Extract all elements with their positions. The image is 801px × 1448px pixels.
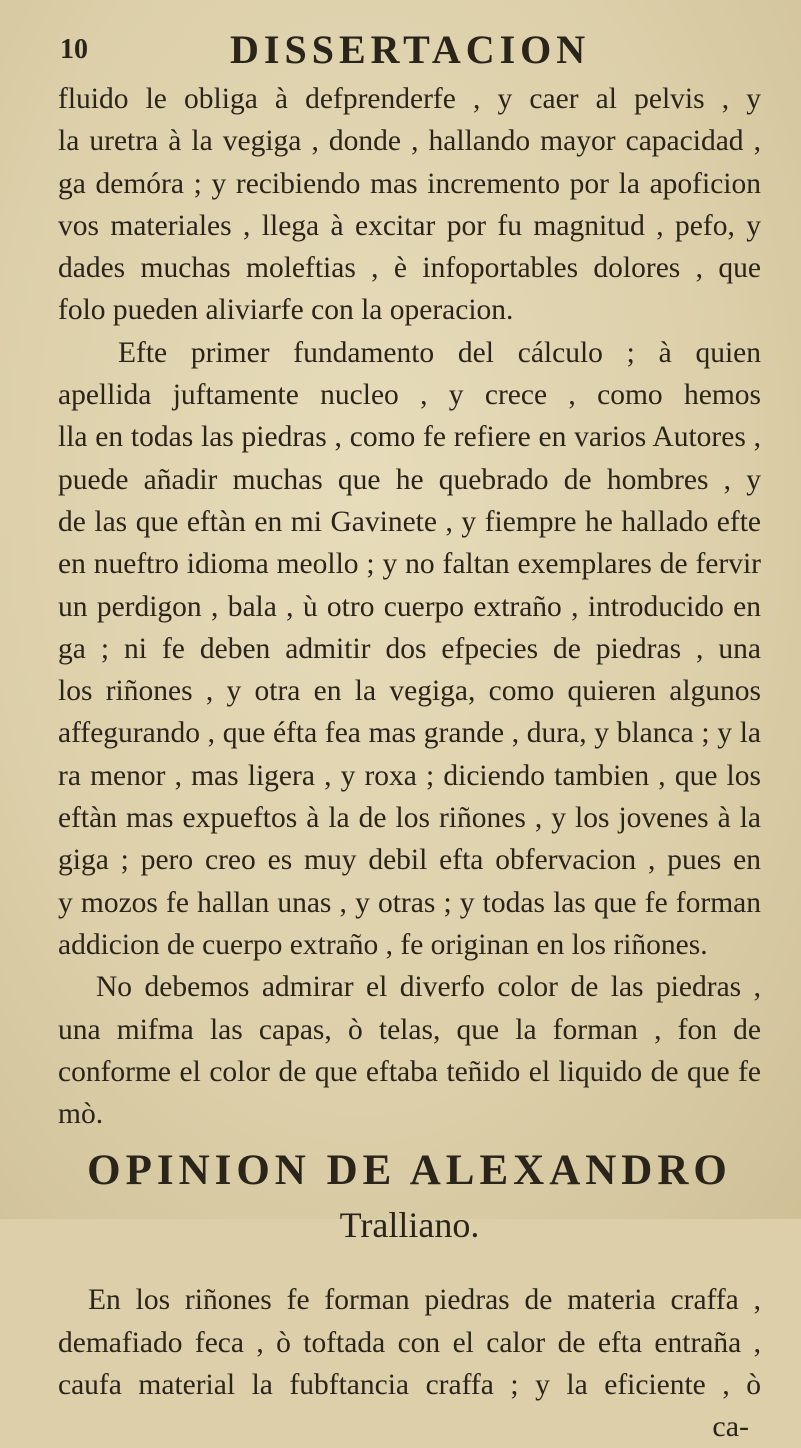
text-line: en nueftro idioma meollo ; y no faltan exemplares de fervir <box>58 548 761 581</box>
paragraph-2 <box>58 332 761 966</box>
text-line: un perdigon , bala , ù otro cuerpo extraño , introducido en <box>58 590 761 623</box>
text-line: No debemos admirar el diverfo color de las piedras , <box>96 971 761 1004</box>
text-line: puede añadir muchas que he quebrado de hombres , y <box>58 463 761 496</box>
text-line: y mozos fe hallan unas , y otras ; y todas las que fe forman <box>58 886 761 919</box>
text-line: ga demóra ; y recibiendo mas incremento por la apoficion <box>58 167 761 200</box>
text-line: de las que eftàn en mi Gavinete , y fiempre he hallado efte <box>58 505 761 538</box>
running-head <box>60 26 761 76</box>
text-line: affegurando , que éfta fea mas grande , dura, y blanca ; y la <box>58 717 761 750</box>
paragraph-3 <box>58 966 761 1135</box>
text-line: En los riñones fe forman piedras de materia craffa , <box>88 1284 761 1317</box>
text-line: demafiado feca , ò toftada con el calor de efta entraña , <box>58 1326 761 1359</box>
final-paragraph <box>58 1279 761 1406</box>
text-line: ra menor , mas ligera , y roxa ; diciendo tambien , que los <box>58 759 761 792</box>
text-line: caufa material la fubftancia craffa ; y la eficiente , ò <box>58 1369 761 1402</box>
text-line: mò. <box>58 1098 104 1131</box>
text-line: fluido le obliga à defprenderfe , y caer al pelvis , y <box>58 83 761 115</box>
text-line: los riñones , y otra en la vegiga, como quieren algunos <box>58 675 761 708</box>
running-title: DISSERTACION <box>230 27 591 72</box>
text-line: Efte primer fundamento del cálculo ; à quien <box>118 336 761 369</box>
text-line: apellida juftamente nucleo , y crece , como hemos <box>58 379 761 412</box>
text-line: una mifma las capas, ò telas, que la forman , fon de <box>58 1013 761 1046</box>
catchword: ca- <box>712 1410 749 1444</box>
section-heading: OPINION DE ALEXANDRO <box>87 1147 732 1195</box>
text-line: folo pueden aliviarfe con la operacion. <box>58 294 514 327</box>
text-line: vos materiales , llega à excitar por fu magnitud , pefo, y <box>58 209 761 242</box>
text-line: lla en todas las piedras , como fe refiere en varios Autores , <box>58 421 761 454</box>
text-line: conforme el color de que eftaba teñido el liquido de que fe <box>58 1055 761 1088</box>
page-number: 10 <box>60 34 88 65</box>
text-line: eftàn mas expueftos à la de los riñones , y los jovenes à la <box>58 802 761 835</box>
body-text <box>58 78 761 1135</box>
text-line: addicion de cuerpo extraño , fe originan en los riñones. <box>58 928 708 961</box>
text-line: giga ; pero creo es muy debil efta obfervacion , pues en <box>58 844 761 877</box>
paragraph-1 <box>58 78 761 332</box>
text-line: ga ; ni fe deben admitir dos efpecies de piedras , una <box>58 632 761 665</box>
text-line: la uretra à la vegiga , donde , hallando mayor capacidad , <box>58 125 761 158</box>
text-line: dades muchas moleftias , è infoportables dolores , que <box>58 252 761 285</box>
section-subheading: Tralliano. <box>339 1205 480 1246</box>
